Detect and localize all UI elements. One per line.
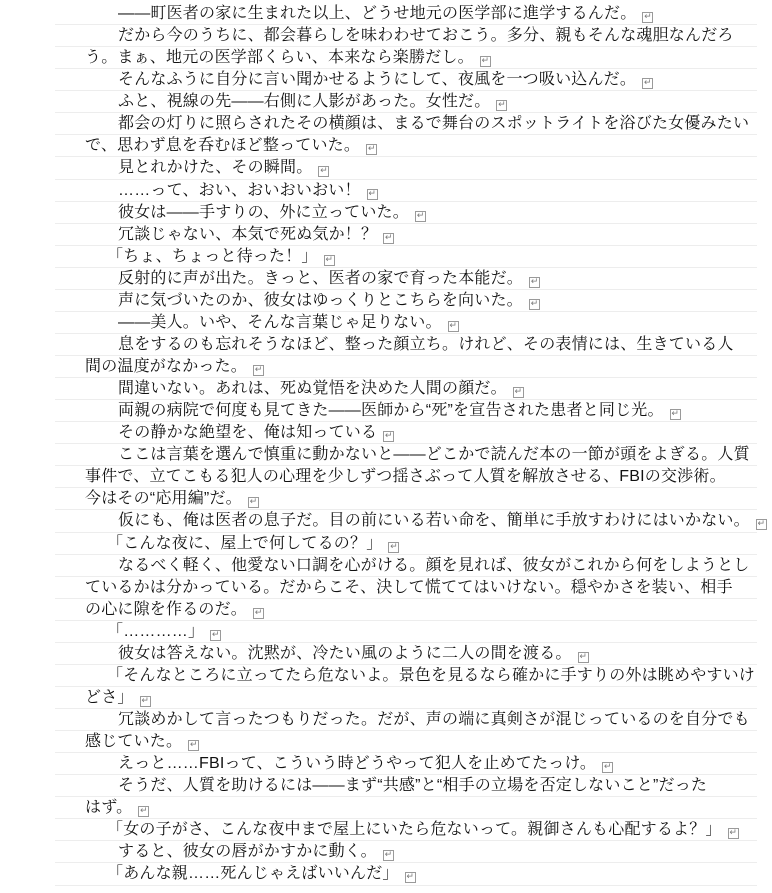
text-line bbox=[55, 753, 757, 775]
line-text: 事件で、立てこもる犯人の心理を少しずつ揺さぶって人質を解放させる、FBIの交渉術。 bbox=[85, 468, 726, 486]
line-text: 間の温度がなかった。 bbox=[85, 358, 248, 375]
text-line bbox=[55, 157, 757, 179]
paragraph-mark-icon: ↵ bbox=[729, 828, 737, 839]
line-text: なるべく軽く、他愛ない口調を心がける。顔を見れば、彼女がこれから何をしようとし bbox=[118, 556, 750, 574]
paragraph-mark-icon: ↵ bbox=[325, 254, 333, 265]
text-line bbox=[55, 334, 757, 356]
line-text: どさ」 bbox=[85, 688, 134, 706]
line-text: う。まぁ、地元の医学部くらい、本来なら楽勝だし。 bbox=[85, 49, 474, 67]
paragraph-mark-icon: ↵ bbox=[644, 12, 652, 22]
text-line bbox=[55, 687, 757, 709]
line-text: 「こんな夜に、屋上で何してるの？」 bbox=[107, 534, 383, 552]
line-text: だから今のうちに、都会暮らしを味わわせておこう。多分、親もそんな魂胆なんだろ bbox=[118, 27, 734, 45]
line-text: 今はその“応用編”だ。 bbox=[85, 490, 242, 508]
line-text: えっと……FBIって、こういう時どうやって犯人を止めてたっけ。 bbox=[118, 755, 597, 773]
line-text: 「女の子がさ、こんな夜中まで屋上にいたら危ないって。親御さんも心配するよ？」 bbox=[107, 821, 722, 839]
line-text: 仮にも、俺は医者の息子だ。目の前にいる若い命を、簡単に手放すわけにはいかない。 bbox=[118, 512, 750, 530]
text-line bbox=[55, 775, 757, 797]
paragraph-mark-icon: ↵ bbox=[514, 387, 523, 398]
text-line bbox=[55, 268, 757, 290]
text-line bbox=[55, 709, 757, 731]
line-text: はず。 bbox=[85, 799, 133, 817]
text-line bbox=[55, 400, 757, 422]
line-text: ているかは分かっている。だからこそ、決して慌ててはいけない。穏やかさを装い、相手 bbox=[85, 578, 733, 596]
line-text: 冗談めかして言ったつもりだった。だが、声の端に真剣さが混じっているのを自分でも bbox=[118, 711, 750, 728]
paragraph-mark-icon: ↵ bbox=[384, 850, 393, 861]
line-text: 冗談じゃない、本気で死ぬ気か！？ bbox=[118, 225, 378, 243]
line-text: 両親の病院で何度も見てきた――医師から“死”を宣告された患者と同じ光。 bbox=[118, 402, 664, 420]
text-line bbox=[55, 224, 757, 246]
text-line bbox=[55, 797, 757, 819]
line-text: 「あんな親……死んじゃえばいいんだ」 bbox=[107, 865, 399, 883]
text-line bbox=[55, 113, 757, 135]
line-text: 「そんなところに立ってたら危ないよ。景色を見るなら確かに手すりの外は眺めやすいけ bbox=[107, 666, 756, 684]
paragraph-mark-icon: ↵ bbox=[140, 806, 148, 817]
text-line bbox=[55, 488, 757, 510]
line-text: ……って、おい、おいおいおい！ bbox=[118, 181, 361, 199]
paragraph-mark-icon: ↵ bbox=[211, 629, 220, 640]
line-text: そうだ、人質を助けるには――まず“共感”と“相手の立場を否定しないこと”だった bbox=[118, 777, 708, 795]
line-text: 見とれかけた、その瞬間。 bbox=[118, 159, 313, 177]
text-line bbox=[55, 621, 757, 643]
line-text: ――美人。いや、そんな言葉じゃ足りない。 bbox=[118, 313, 442, 331]
line-text: 彼女は答えない。沈黙が、冷たい風のように二人の間を渡る。 bbox=[118, 644, 572, 662]
paragraph-mark-icon: ↵ bbox=[384, 431, 393, 442]
line-text: ここは言葉を選んで慎重に動かないと――どこかで読んだ本の一節が頭をよぎる。人質 bbox=[118, 446, 750, 464]
paragraph-mark-icon: ↵ bbox=[643, 78, 652, 89]
line-text: ふと、視線の先――右側に人影があった。女性だ。 bbox=[118, 93, 491, 111]
paragraph-mark-icon: ↵ bbox=[189, 740, 198, 751]
text-line bbox=[55, 69, 757, 91]
line-text: そんなふうに自分に言い聞かせるようにして、夜風を一つ吸い込んだ。 bbox=[118, 71, 637, 89]
line-text: 感じていた。 bbox=[85, 733, 183, 751]
text-line bbox=[55, 863, 757, 885]
line-text: 都会の灯りに照らされたその横顔は、まるで舞台のスポットライトを浴びた女優みたい bbox=[118, 115, 750, 133]
text-line bbox=[55, 665, 757, 687]
line-text: ――町医者の家に生まれた以上、どうせ地元の医学部に進学するんだ。 bbox=[118, 5, 637, 22]
text-line bbox=[55, 841, 757, 863]
line-text: 「ちょ、ちょっと待った！」 bbox=[107, 247, 318, 265]
text-line bbox=[55, 819, 757, 841]
text-line bbox=[55, 91, 757, 113]
paragraph-mark-icon: ↵ bbox=[498, 100, 506, 111]
line-text: 声に気づいたのか、彼女はゆっくりとこちらを向いた。 bbox=[118, 291, 523, 309]
paragraph-mark-icon: ↵ bbox=[254, 365, 263, 375]
paragraph-mark-icon: ↵ bbox=[141, 695, 149, 706]
text-line bbox=[55, 180, 757, 202]
text-line bbox=[55, 246, 757, 268]
paragraph-mark-icon: ↵ bbox=[579, 651, 587, 662]
line-text: 彼女は――手すりの、外に立っていた。 bbox=[118, 203, 409, 221]
line-text: 息をするのも忘れそうなほど、整った顔立ち。けれど、その表情には、生きている人 bbox=[118, 335, 734, 353]
paragraph-mark-icon: ↵ bbox=[603, 762, 612, 773]
text-line bbox=[55, 312, 757, 334]
text-line bbox=[55, 577, 757, 599]
paragraph-mark-icon: ↵ bbox=[530, 298, 539, 309]
paragraph-mark-icon: ↵ bbox=[367, 144, 376, 155]
paragraph-mark-icon: ↵ bbox=[757, 519, 766, 530]
paragraph-mark-icon: ↵ bbox=[530, 276, 539, 287]
paragraph-mark-icon: ↵ bbox=[449, 320, 457, 331]
paragraph-mark-icon: ↵ bbox=[390, 541, 398, 552]
text-line bbox=[55, 47, 757, 69]
text-line bbox=[55, 533, 757, 555]
document-page bbox=[55, 3, 766, 886]
paragraph-mark-icon: ↵ bbox=[368, 188, 376, 199]
line-text: の心に隙を作るのだ。 bbox=[85, 600, 248, 618]
paragraph-mark-icon: ↵ bbox=[406, 872, 414, 883]
text-line bbox=[55, 25, 757, 47]
text-line bbox=[55, 135, 757, 157]
line-text: で、思わず息を呑むほど整っていた。 bbox=[85, 137, 361, 155]
text-line bbox=[55, 290, 757, 312]
line-text: 間違いない。あれは、死ぬ覚悟を決めた人間の顔だ。 bbox=[118, 380, 507, 398]
paragraph-mark-icon: ↵ bbox=[481, 56, 490, 67]
line-text: すると、彼女の唇がかすかに動く。 bbox=[118, 843, 377, 861]
paragraph-mark-icon: ↵ bbox=[254, 607, 263, 618]
text-line bbox=[55, 378, 757, 400]
paragraph-mark-icon: ↵ bbox=[320, 166, 328, 177]
text-line bbox=[55, 444, 757, 466]
paragraph-mark-icon: ↵ bbox=[384, 232, 393, 243]
paragraph-mark-icon: ↵ bbox=[416, 210, 425, 221]
text-line bbox=[55, 356, 757, 378]
line-text: 「…………」 bbox=[107, 622, 205, 640]
text-line bbox=[55, 466, 757, 488]
text-line bbox=[55, 202, 757, 224]
text-line bbox=[55, 510, 766, 532]
paragraph-mark-icon: ↵ bbox=[249, 497, 258, 508]
text-line bbox=[55, 731, 757, 753]
paragraph-mark-icon: ↵ bbox=[671, 409, 679, 420]
text-line bbox=[55, 599, 757, 621]
line-text: その静かな絶望を、俺は知っている bbox=[118, 424, 378, 442]
line-text: 反射的に声が出た。きっと、医者の家で育った本能だ。 bbox=[118, 269, 524, 287]
text-line bbox=[55, 555, 757, 577]
text-line bbox=[55, 643, 757, 665]
text-line bbox=[55, 422, 757, 444]
text-line bbox=[55, 3, 757, 25]
